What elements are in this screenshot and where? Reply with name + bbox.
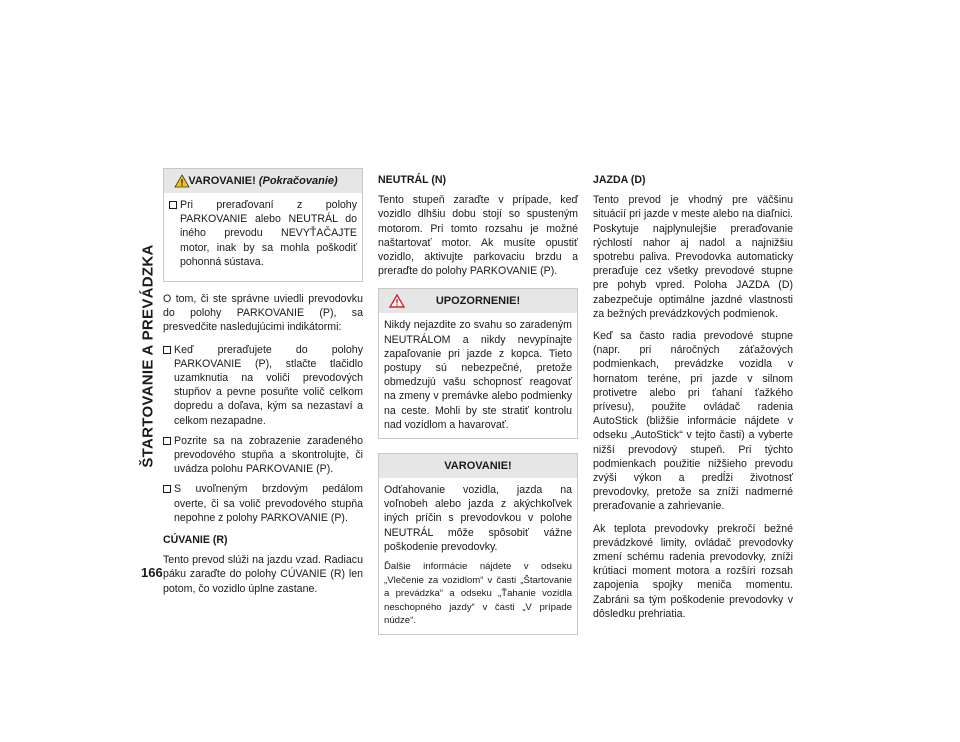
drive-paragraph-3: Ak teplota prevodovky prekročí bežné prevádzkové limity, ovládač prevodovky zmení schému radenia prevodovky, zníži krútiaci moment motora a rozšíri rozsah zapojenia spojky meniča momentu. Zabráni sa tým poškodenie prevodovky v dôsledku prehriatia. <box>593 522 793 620</box>
caution-box <box>378 288 578 439</box>
page-number: 166 <box>141 565 163 580</box>
section-heading-reverse: CÚVANIE (R) <box>163 534 228 547</box>
list-item-text: Pri preraďovaní z polohy PARKOVANIE alebo NEUTRÁL do iného prevodu NEVYŤAČAJTE motor, inak by sa mohla poškodiť pohonná sústava. <box>180 199 357 268</box>
drive-paragraph-2: Keď sa často radia prevodové stupne (napr. pri náročných záťažových podmienkach, prevádzke vozidla v hornatom teréne, pri jazde v silnom protivetre alebo pri ťahaní ťažkého prívesu), použite ovládač radenia AutoStick (bližšie informácie nájdete v odseku „AutoStick“ v tejto časti) a vyberte nižší prevodový stupeň. Pri týchto podmienkach použitie nižšieho prevodu zvýši výkon a predĺži životnosť prevodovky, pretože sa zníži nadmerné preraďovanie a zahrievanie. <box>593 330 793 513</box>
warning-box-continued <box>163 168 363 282</box>
bullet-square-icon <box>163 346 171 354</box>
warning-text: Odťahovanie vozidla, jazda na voľnobeh alebo jazda z akýchkoľvek iných príčin s prevodovkou v polohe NEUTRÁL môže spôsobiť vážne poškodenie prevodovky. <box>384 484 572 553</box>
caution-triangle-icon <box>389 294 405 308</box>
drive-paragraph-1: Tento prevod je vhodný pre väčšinu situácií pri jazde v meste alebo na diaľnici. Poskytuje najplynulejšie preraďovanie rýchlostí nahor aj nadol a najnižšiu spotrebu paliva. Prevodovka automaticky preraďuje cez všetky prevodové stupne pre pohyb vpred. Poloha JAZDA (D) zabezpečuje optimálne jazdné vlastnosti za bežných prevádzkových podmienok. <box>593 194 793 320</box>
list-item <box>163 482 363 525</box>
caution-box-title: UPOZORNENIE! <box>435 295 521 308</box>
list-item <box>169 198 357 269</box>
warning-triangle-icon <box>174 174 190 188</box>
list-item-text: S uvoľneným brzdovým pedálom overte, či sa volič prevodového stupňa nepohne z polohy PARKOVANIE (P). <box>174 483 363 524</box>
warning-box-body <box>164 193 362 281</box>
warning-reference-text: Ďalšie informácie nájdete v odseku „Vlečenie za vozidlom“ v časti „Štartovanie a prevádzka“ a odseku „Ťahanie vozidla neschopného jazdy“ v časti „V prípade núdze“. <box>384 561 572 627</box>
warning-box-title-suffix: (Pokračovanie) <box>258 174 338 187</box>
reverse-paragraph: Tento prevod slúži na jazdu vzad. Radiacu páku zaraďte do polohy CÚVANIE (R) len potom, čo vozidlo úplne zastane. <box>163 554 363 595</box>
intro-paragraph: O tom, či ste správne uviedli prevodovku do polohy PARKOVANIE (P), sa presvedčite nasledujúcimi indikátormi: <box>163 293 363 334</box>
column-3 <box>593 173 793 629</box>
list-item <box>163 343 363 428</box>
list-item-text: Keď preraďujete do polohy PARKOVANIE (P), stlačte tlačidlo uzamknutia na voliči prevodových stupňov a pevne posuňte volič celkom dopredu a doľava, kým sa nezastaví a celkom nezapadne. <box>174 343 363 427</box>
caution-box-body <box>379 313 577 438</box>
warning-box-header <box>379 454 577 478</box>
chapter-title: ŠTARTOVANIE A PREVÁDZKA <box>139 244 157 468</box>
warning-box-title: VAROVANIE! <box>188 174 256 187</box>
bullet-square-icon <box>169 201 177 209</box>
section-heading-drive: JAZDA (D) <box>593 174 646 186</box>
bullet-square-icon <box>163 437 171 445</box>
bullet-square-icon <box>163 485 171 493</box>
caution-box-header <box>379 289 577 313</box>
warning-box <box>378 453 578 635</box>
warning-box-header <box>164 169 362 193</box>
caution-text: Nikdy nejazdite zo svahu so zaradeným NEUTRÁLOM a nikdy nevypínajte zapaľovanie pri jazde z kopca. Tieto postupy sú nebezpečné, pretože obmedzujú vašu schopnosť reagovať na zmeny v premávke alebo podmienky na ceste. Mohli by ste stratiť kontrolu nad vozidlom a havarovať. <box>384 319 572 431</box>
neutral-paragraph: Tento stupeň zaraďte v prípade, keď vozidlo dlhšiu dobu stojí so spusteným motorom. Pri tomto rozsahu je možné naštartovať motor. Ak musíte opustiť vozidlo, aktivujte parkovaciu brzdu a preraďte do polohy PARKOVANIE (P). <box>378 194 578 278</box>
warning-box-title: VAROVANIE! <box>444 459 512 472</box>
section-heading-neutral: NEUTRÁL (N) <box>378 174 447 186</box>
column-2 <box>378 173 578 635</box>
list-item-text: Pozrite sa na zobrazenie zaradeného prevodového stupňa a skontrolujte, či uvádza polohu PARKOVANIE (P). <box>174 434 363 476</box>
warning-box-body <box>379 478 577 634</box>
list-item <box>163 434 363 477</box>
column-1 <box>163 168 363 604</box>
